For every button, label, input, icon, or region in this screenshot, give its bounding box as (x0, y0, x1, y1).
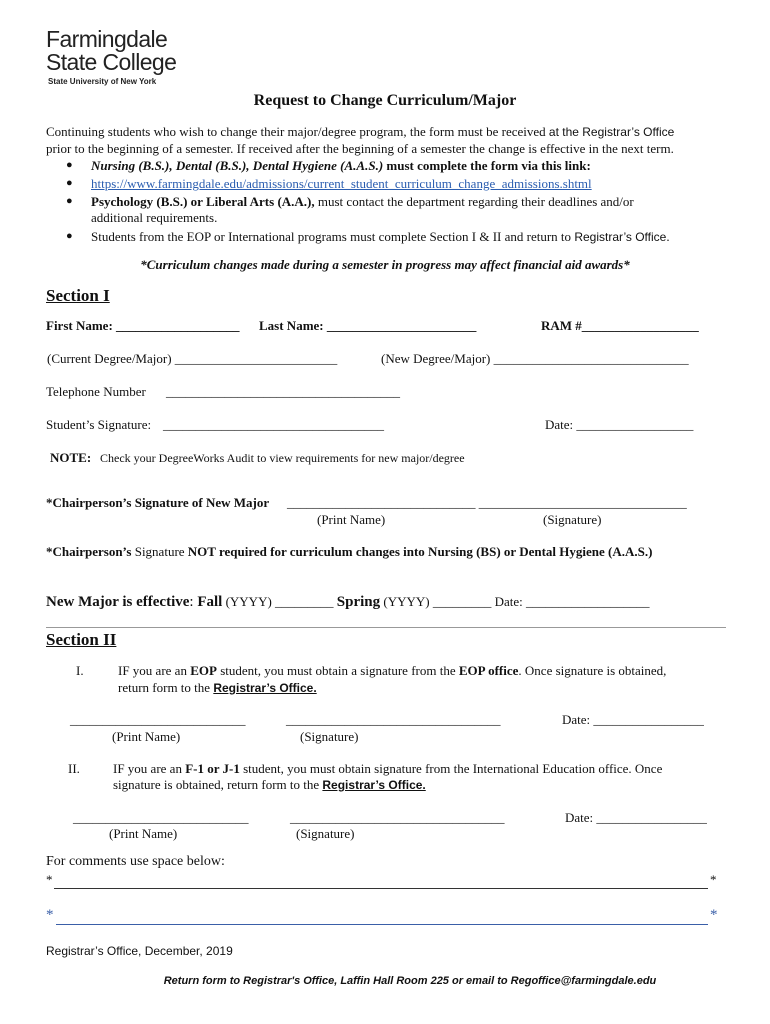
item-ii-text-line-2 (113, 777, 426, 793)
note-label: NOTE: (50, 450, 92, 465)
section-2-heading: Section II (46, 630, 117, 649)
last-name-field[interactable]: Last Name: _______________________ (259, 318, 477, 333)
eop-print-name-field[interactable]: ___________________________ (70, 712, 246, 727)
effective-date-field[interactable]: Date: ___________________ (494, 594, 650, 609)
logo-line-2: State College (46, 49, 177, 75)
footer-office-date: Registrar’s Office, December, 2019 (46, 944, 233, 958)
current-degree-field[interactable]: (Current Degree/Major) _________________________ (47, 351, 338, 366)
comment-star-right-2: * (710, 907, 718, 923)
chair-print-name-caption: (Print Name) (317, 512, 386, 527)
item-i-text-1: IF you are an (118, 663, 191, 678)
intl-signature-field[interactable]: _________________________________ (290, 810, 505, 825)
item-ii-number: II. (68, 761, 80, 776)
eop-print-name-caption: (Print Name) (112, 729, 181, 744)
item-i-registrar: Registrar’s Office. (213, 681, 317, 695)
bullet-3 (91, 194, 634, 210)
curriculum-change-link[interactable]: https://www.farmingdale.edu/admissions/current_student_curriculum_change_admissions.shtml (91, 176, 592, 191)
intro-line-2: prior to the beginning of a semester. If received after the beginning of a semester the change is effective in the next term. (46, 141, 674, 156)
fall-label: Fall (197, 594, 223, 610)
bullet-1-text: must complete the form via this link: (383, 158, 591, 173)
item-ii-text-1: IF you are an (113, 761, 186, 776)
eop-date-field[interactable]: Date: _________________ (562, 712, 704, 727)
ram-field[interactable]: RAM #__________________ (541, 318, 699, 333)
bullet-icon: ● (66, 195, 73, 207)
item-ii-text (113, 761, 662, 777)
item-i-number: I. (76, 663, 84, 678)
item-i-text-line-2 (118, 680, 317, 696)
item-ii-text-3: signature is obtained, return form to the (113, 777, 323, 792)
intro-registrar: at the Registrar’s Office (548, 125, 675, 139)
item-i-text-3: . Once signature is obtained, (518, 663, 667, 678)
comment-line-2[interactable] (56, 924, 708, 925)
bullet-3-programs: Psychology (B.S.) or Liberal Arts (A.A.), (91, 194, 315, 209)
comments-label: For comments use space below: (46, 854, 225, 869)
bullet-1 (91, 158, 591, 174)
logo-line-1: Farmingdale (46, 26, 168, 52)
bullet-3-text: must contact the department regarding their deadlines and/or (314, 194, 634, 209)
new-degree-field[interactable]: (New Degree/Major) ______________________________ (381, 351, 689, 366)
comment-line-1[interactable] (54, 888, 708, 889)
item-i-eop: EOP (190, 663, 217, 678)
student-date-field[interactable]: Date: __________________ (545, 417, 694, 432)
item-ii-visa: F-1 or J-1 (185, 761, 240, 776)
chairperson-signature-field[interactable]: _____________________________ ________________________________ (287, 495, 687, 510)
effective-date-row (46, 594, 650, 611)
item-ii-text-2: student, you must obtain signature from the International Education office. Once (239, 761, 663, 776)
financial-aid-notice: *Curriculum changes made during a semester in progress may affect financial aid awards* (140, 257, 630, 272)
page-title: Request to Change Curriculum/Major (253, 92, 517, 109)
item-i-text-4: return form to the (118, 680, 214, 695)
chair-not-required-note (46, 544, 652, 560)
effective-colon: : (189, 594, 198, 610)
telephone-field[interactable]: ____________________________________ (166, 384, 400, 399)
logo-line-3: State University of New York (48, 77, 157, 86)
item-i-text-2: student, you must obtain a signature from the (216, 663, 459, 678)
bullet-icon: ● (66, 177, 73, 189)
comment-star-left-2: * (46, 907, 54, 923)
student-signature-field[interactable]: __________________________________ (163, 417, 384, 432)
bullet-4-text: Students from the EOP or International programs must complete Section I & II and return to (91, 229, 575, 244)
comment-star-right-1: * (710, 872, 717, 887)
comment-star-left-1: * (46, 872, 53, 887)
chair-note-part-2: Signature (131, 544, 188, 559)
eop-signature-caption: (Signature) (300, 729, 359, 744)
effective-label: New Major is effective (46, 594, 190, 610)
spring-label: Spring (336, 594, 381, 610)
section-1-heading: Section I (46, 286, 110, 305)
bullet-icon: ● (66, 159, 73, 171)
first-name-field[interactable]: First Name: ___________________ (46, 318, 240, 333)
intro-text: Continuing students who wish to change their major/degree program, the form must be received (46, 124, 549, 139)
fall-year-field[interactable]: (YYYY) _________ (222, 594, 337, 609)
chair-note-part-1: *Chairperson’s (46, 544, 132, 559)
bullet-1-programs: Nursing (B.S.), Dental (B.S.), Dental Hygiene (A.A.S.) (91, 158, 384, 173)
bullet-4-registrar: Registrar’s Office (574, 230, 667, 244)
spring-year-field[interactable]: (YYYY) _________ (380, 594, 495, 609)
note-text: Check your DegreeWorks Audit to view requirements for new major/degree (100, 451, 465, 465)
item-i-text (118, 663, 666, 679)
eop-signature-field[interactable]: _________________________________ (286, 712, 501, 727)
intl-print-name-caption: (Print Name) (109, 826, 178, 841)
intl-signature-caption: (Signature) (296, 826, 355, 841)
item-ii-registrar: Registrar’s Office. (322, 778, 426, 792)
chairperson-signature-label: *Chairperson’s Signature of New Major (46, 495, 270, 510)
student-signature-label: Student’s Signature: (46, 417, 152, 432)
intro-line-1 (46, 124, 674, 140)
bullet-4 (91, 229, 670, 245)
telephone-label: Telephone Number (46, 384, 146, 399)
bullet-icon: ● (66, 230, 73, 242)
chair-signature-caption: (Signature) (543, 512, 602, 527)
bullet-4-period: . (666, 229, 670, 244)
bullet-3-continued: additional requirements. (91, 210, 218, 225)
intl-date-field[interactable]: Date: _________________ (565, 810, 707, 825)
section-divider (46, 627, 726, 628)
footer-return-instructions: Return form to Registrar's Office, Laffin Hall Room 225 or email to Regoffice@farmingdale.edu (163, 975, 657, 987)
intl-print-name-field[interactable]: ___________________________ (73, 810, 249, 825)
chair-note-part-3: NOT required for curriculum changes into Nursing (BS) or Dental Hygiene (A.A.S.) (187, 544, 653, 559)
item-i-eop-office: EOP office (458, 663, 519, 678)
